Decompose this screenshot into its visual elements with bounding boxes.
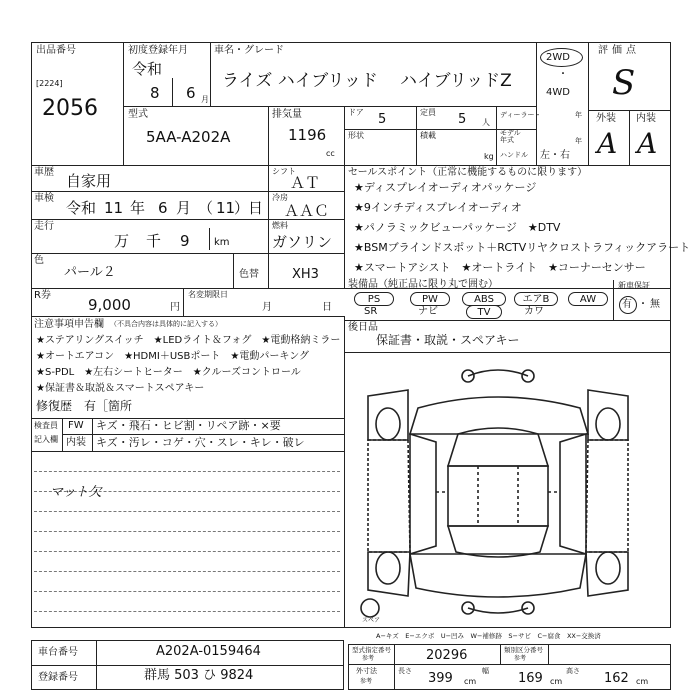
type-number-value: 20296 <box>426 648 468 663</box>
divider <box>394 644 395 690</box>
divider <box>500 644 501 664</box>
height-value: 162 <box>604 671 629 686</box>
recycle-value: 9,000 <box>88 296 131 314</box>
writing-line <box>34 591 340 592</box>
inspection-paren-close: ） <box>234 199 250 217</box>
interior-items: キズ・汚レ・コゲ・穴・スレ・キレ・破レ <box>96 436 305 449</box>
divider <box>233 253 234 288</box>
writing-line <box>34 531 340 532</box>
equip-abs: ABS <box>462 292 506 306</box>
accessories-label: 後日品 <box>348 322 378 333</box>
divider <box>344 316 345 628</box>
divider <box>344 106 345 165</box>
divider <box>344 320 671 321</box>
reg-year: 8 <box>150 84 160 102</box>
model-value: 5AA-A202A <box>146 128 231 146</box>
length-value: 399 <box>428 671 453 686</box>
reg-month: 6 <box>186 84 196 102</box>
divider <box>31 665 344 666</box>
note-line: ★ステアリングスイッチ ★LEDライト＆フォグ ★電動格納ミラー <box>36 335 341 346</box>
color-label: 色 <box>34 255 44 266</box>
shift-value: ＡＴ <box>290 174 321 192</box>
notes-label: 注意事項申告欄 <box>34 319 104 330</box>
divider <box>210 42 211 106</box>
divider <box>268 106 269 165</box>
load-label: 積載 <box>420 131 436 140</box>
capacity-label: 定員 <box>420 108 436 117</box>
note-line: ★S-PDL ★左右シートヒーター ★クルーズコントロール <box>36 367 301 378</box>
interior-label: 内装 <box>636 113 656 124</box>
writing-line <box>34 511 340 512</box>
model-year-label: モデル年式 <box>500 129 521 144</box>
note-line: ★オートエアコン ★HDMI＋USBポート ★電動パーキング <box>36 351 310 362</box>
width-value: 169 <box>518 671 543 686</box>
history-label: 車歴 <box>34 167 54 178</box>
meigi-month: 月 <box>262 302 272 313</box>
sales-item: ★パノラミックビューパッケージ ★DTV <box>354 221 561 234</box>
mileage-sen: 千 <box>146 232 162 250</box>
inspection-month: 6 <box>158 199 168 217</box>
inspection-month-unit: 月 <box>176 199 192 217</box>
lot-label: 出品番号 <box>36 45 76 56</box>
inspection-year-unit: 年 <box>130 199 146 217</box>
height-label: 高さ <box>566 667 580 675</box>
equipment-label: 装備品（純正品に限り丸で囲む） <box>348 279 498 290</box>
displacement-value: 1196 <box>288 126 327 144</box>
model-label: 型式 <box>128 109 148 120</box>
fw-label: FW <box>68 420 84 431</box>
recycle-label: R券 <box>34 290 51 301</box>
equip-sr: SR <box>364 306 378 317</box>
interior-score: A <box>637 127 658 160</box>
divider <box>31 451 344 452</box>
divider <box>209 228 210 250</box>
inspection-era: 令和 <box>66 199 97 217</box>
length-label: 長さ <box>398 667 412 675</box>
lot-code: [2224] <box>36 79 63 88</box>
notes-sublabel: （不具合内容は具体的に記入する） <box>110 320 222 328</box>
shape-label: 形状 <box>348 131 364 140</box>
exterior-score: A <box>597 127 618 160</box>
lot-number: 2056 <box>42 96 98 121</box>
divider <box>123 42 124 165</box>
divider <box>172 78 173 106</box>
height-unit: cm <box>636 677 649 686</box>
damage-legend: A−キズ E−エクボ U−凹み W−補修跡 S−サビ C−腐食 XX−交換済 <box>376 632 601 640</box>
color-change-label: 色替 <box>239 269 259 280</box>
inspector-label2: 記入欄 <box>34 435 58 444</box>
inspection-day: 11 <box>216 199 236 217</box>
dims-label: 外寸法 <box>356 667 377 675</box>
writing-line <box>34 551 340 552</box>
divider <box>62 434 344 435</box>
inspection-label: 車検 <box>34 193 54 204</box>
divider <box>496 106 497 165</box>
chassis-value: A202A-0159464 <box>156 644 261 659</box>
fuel-value: ガソリン <box>272 233 333 251</box>
ac-label: 冷房 <box>272 193 288 202</box>
inspection-day-unit: 日 <box>248 199 264 217</box>
writing-line <box>34 471 340 472</box>
exterior-label: 外装 <box>596 113 616 124</box>
equip-leather: カワ <box>524 306 544 317</box>
handle-value: 左・右 <box>540 150 570 161</box>
writing-line <box>34 611 340 612</box>
inspection-year: 11 <box>104 199 124 217</box>
handle-label: ハンドル <box>500 151 528 159</box>
divider <box>613 280 614 320</box>
chassis-label: 車台番号 <box>38 647 78 658</box>
recycle-unit: 円 <box>170 302 180 313</box>
inspection-paren-open: （ <box>198 199 214 217</box>
divider <box>123 106 536 107</box>
equip-tv: TV <box>466 305 502 319</box>
divider <box>96 640 97 690</box>
sales-item: ★BSMブラインドスポット＋RCTVリヤクロストラフィックアラート <box>354 241 691 254</box>
accessories-value: 保証書・取説・スペアキー <box>376 333 520 347</box>
doors-value: 5 <box>378 112 387 127</box>
equip-aw: AW <box>568 292 608 306</box>
car-damage-diagram <box>348 356 668 628</box>
handwritten-note: マット欠 <box>50 485 102 500</box>
divider <box>344 352 671 353</box>
mileage-value: 9 <box>180 232 190 250</box>
mileage-man: 万 <box>114 232 130 250</box>
warranty-yes: 有 <box>622 299 632 310</box>
mileage-label: 走行 <box>34 221 54 232</box>
car-name: ライズ ハイブリッド <box>222 71 378 91</box>
divider <box>31 316 344 317</box>
color-value: パール２ <box>64 265 116 280</box>
meigi-day: 日 <box>322 302 332 313</box>
load-unit: kg <box>484 152 494 161</box>
type-number-label: 型式指定番号 <box>352 646 391 654</box>
reg-date-label: 初度登録年月 <box>128 45 188 56</box>
meigi-label: 名変期限日 <box>188 290 228 299</box>
divider <box>588 42 589 165</box>
drive-2wd: 2WD <box>546 52 570 63</box>
type-number-sub: 参考 <box>362 655 375 662</box>
equip-navi: ナビ <box>418 306 438 317</box>
equip-airbag: エアB <box>514 292 558 306</box>
inspector-label1: 検査員 <box>34 421 58 430</box>
reg-era: 令和 <box>132 60 163 78</box>
warranty-label: 新車保証 <box>618 281 650 290</box>
shift-label: シフト <box>272 167 296 176</box>
class-number-label: 類別区分番号 <box>504 646 543 654</box>
divider <box>548 644 549 664</box>
displacement-label: 排気量 <box>272 109 302 120</box>
mileage-unit: km <box>214 237 230 248</box>
dealer-label: ディーラー・ <box>500 111 542 119</box>
sales-item: ★ディスプレイオーディオパッケージ <box>354 181 537 194</box>
spare-label: スペア <box>362 617 381 624</box>
dealer-year-unit: 年 <box>575 111 582 119</box>
reg-month-unit: 月 <box>201 95 209 104</box>
repair-history: 修復歴 有［箇所 <box>36 399 133 413</box>
divider <box>183 288 184 316</box>
color-code: XH3 <box>292 267 319 282</box>
note-line: ★保証書＆取説＆スマートスペアキー <box>36 383 205 394</box>
sales-label: セールスポイント（正常に機能するものに限ります） <box>348 167 588 178</box>
score-label: 評価点 <box>598 45 640 56</box>
fw-items: キズ・飛石・ヒビ割・リペア跡・×要 <box>96 419 281 432</box>
dims-sub: 参考 <box>360 678 373 685</box>
divider <box>31 253 344 254</box>
displacement-unit: cc <box>326 149 335 158</box>
car-label: 車名・グレード <box>214 45 284 56</box>
plate-value: 群馬 503 ひ 9824 <box>144 668 254 683</box>
drive-dot: ・ <box>558 69 568 80</box>
divider <box>344 165 345 288</box>
plate-label: 登録番号 <box>38 672 78 683</box>
ac-value: ＡＡＣ <box>284 202 330 220</box>
history-value: 自家用 <box>66 172 112 190</box>
capacity-value: 5 <box>458 112 467 127</box>
warranty-no: 無 <box>650 299 660 310</box>
divider <box>31 165 671 166</box>
writing-line <box>34 571 340 572</box>
sales-item: ★9インチディスプレイオーディオ <box>354 201 522 214</box>
equip-pw: PW <box>410 292 450 306</box>
car-grade: ハイブリッドZ <box>400 71 512 91</box>
capacity-unit: 人 <box>482 118 490 127</box>
sales-item: ★スマートアシスト ★オートライト ★コーナーセンサー <box>354 261 646 274</box>
divider <box>348 664 671 665</box>
warranty-sep: ・ <box>638 299 648 310</box>
width-unit: cm <box>550 677 563 686</box>
width-label: 幅 <box>482 667 489 675</box>
model-year-unit: 年 <box>575 137 582 145</box>
interior-inspect-label: 内装 <box>66 437 86 448</box>
fuel-label: 燃料 <box>272 221 288 230</box>
equip-ps: PS <box>354 292 394 306</box>
doors-label: ドア <box>348 108 364 117</box>
divider <box>416 106 417 165</box>
divider <box>629 110 630 165</box>
class-number-sub: 参考 <box>514 655 527 662</box>
divider <box>536 42 537 165</box>
drive-4wd: 4WD <box>546 87 570 98</box>
divider <box>268 165 269 288</box>
length-unit: cm <box>464 677 477 686</box>
score-value: S <box>612 63 636 103</box>
